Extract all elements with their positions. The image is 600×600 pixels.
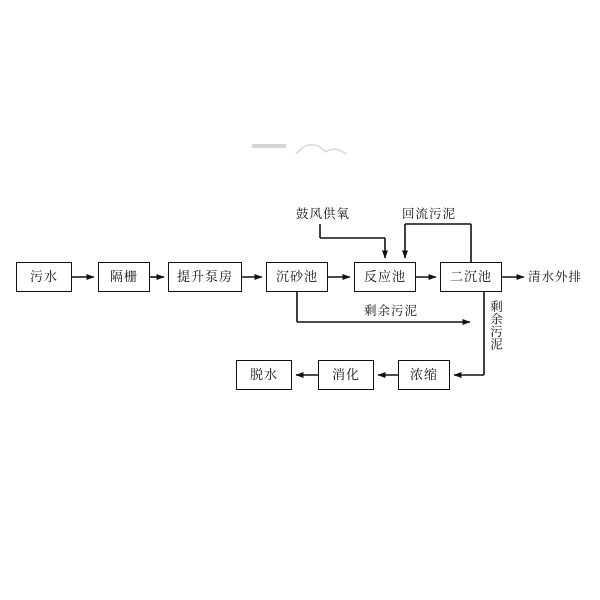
node-label: 提升泵房: [176, 269, 233, 285]
node-label: 反应池: [363, 269, 406, 285]
node-thickening[interactable]: [398, 360, 450, 390]
node-secondary-clarifier[interactable]: [440, 262, 502, 292]
node-label: 脱水: [249, 367, 278, 383]
label-clear-water-discharge: 清水外排: [528, 269, 583, 284]
node-grid[interactable]: [98, 262, 150, 292]
label-blower-air-supply: 鼓风供氧: [296, 206, 351, 221]
node-label: 消化: [331, 367, 360, 383]
label-excess-sludge: 剩余污泥: [364, 303, 419, 318]
node-grit-chamber[interactable]: [266, 262, 328, 292]
label-excess-sludge-vertical: 剩余污泥: [488, 300, 504, 350]
node-dewatering[interactable]: [236, 360, 292, 390]
node-sewage[interactable]: [16, 262, 72, 292]
node-label: 污水: [29, 269, 58, 285]
node-pump-house[interactable]: [168, 262, 242, 292]
watermark-graphic: [250, 138, 360, 160]
node-digestion[interactable]: [318, 360, 374, 390]
node-label: 隔栅: [109, 269, 138, 285]
node-reaction-tank[interactable]: [354, 262, 416, 292]
node-label: 浓缩: [409, 367, 438, 383]
label-return-sludge: 回流污泥: [402, 206, 457, 221]
node-label: 沉砂池: [275, 269, 318, 285]
node-label: 二沉池: [449, 269, 492, 285]
